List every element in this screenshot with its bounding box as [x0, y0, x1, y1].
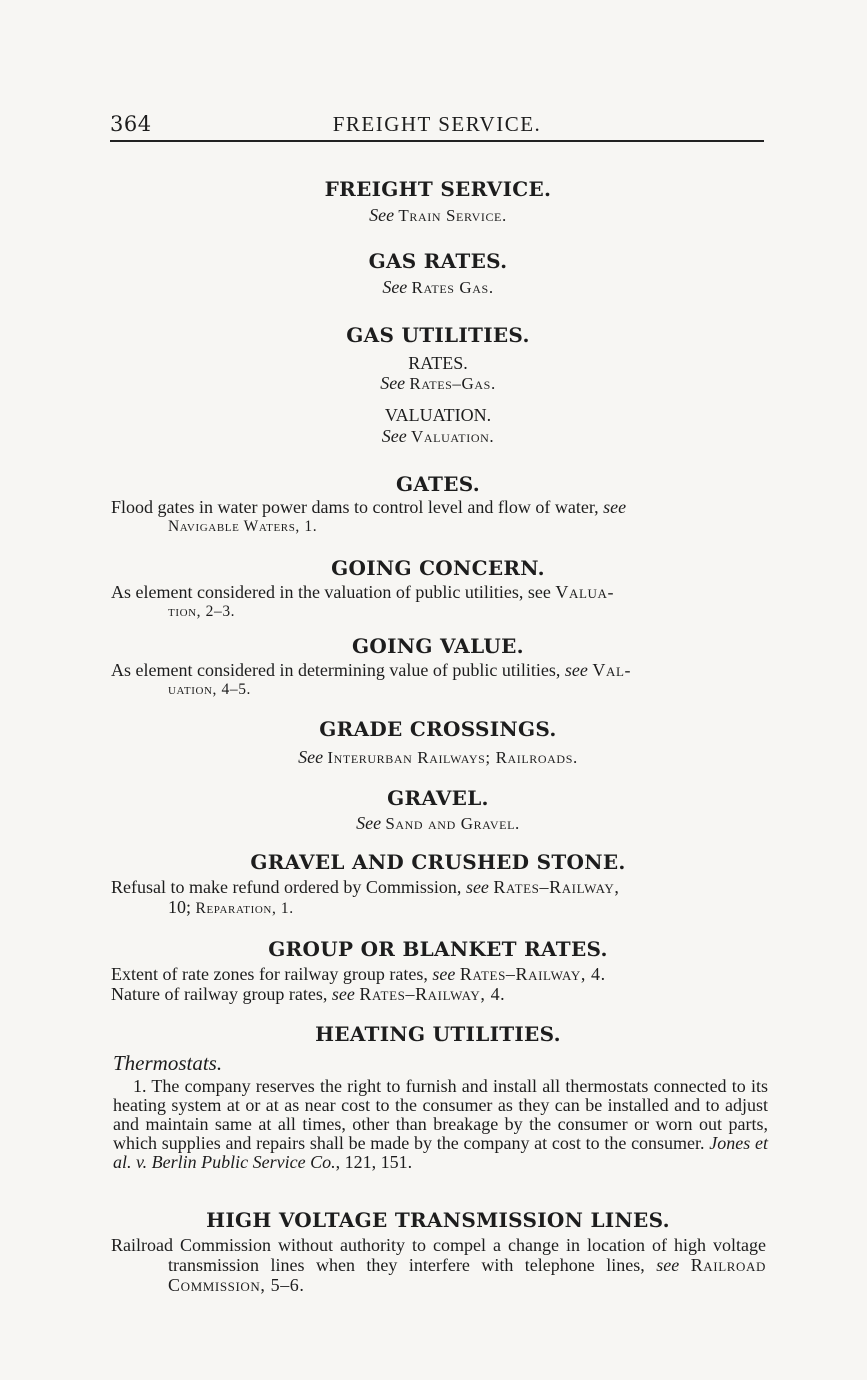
- see-reference: [110, 813, 766, 834]
- see-label: See: [356, 813, 382, 833]
- cross-reference: Railroad Commission, 5–6.: [168, 1255, 767, 1295]
- cross-reference: Train Service.: [398, 206, 507, 225]
- cross-reference: Rates–Railway, 4.: [359, 984, 506, 1004]
- heading-gates: GATES.: [395, 472, 481, 496]
- see-label: See: [381, 426, 407, 446]
- see-label: see: [331, 984, 355, 1004]
- running-title: FREIGHT SERVICE.: [332, 112, 542, 136]
- entry-text: Railroad Commission without authority to compel a change in location of high voltage transmission lines when they interfere with telephone lines,: [111, 1235, 766, 1275]
- see-label: see: [564, 660, 588, 680]
- heading-gas-utilities: GAS UTILITIES.: [346, 323, 530, 347]
- index-entry: [111, 877, 766, 919]
- entry-text: As element considered in the valuation of public utilities, see: [111, 582, 551, 602]
- see-label: see: [656, 1255, 680, 1275]
- entry-text: Nature of railway group rates,: [111, 984, 328, 1004]
- cross-reference: Valuation.: [411, 427, 495, 446]
- heading-gravel: GRAVEL.: [387, 786, 489, 810]
- cross-reference: Rates–Railway, 4.: [459, 964, 606, 984]
- cross-reference-continued: uation, 4–5.: [168, 681, 252, 698]
- entry-text: As element considered in determining value of public utilities,: [111, 660, 561, 680]
- heading-freight-service: FREIGHT SERVICE.: [324, 177, 552, 201]
- index-entry: [111, 984, 766, 1004]
- heading-gravel-crushed-stone: GRAVEL AND CRUSHED STONE.: [250, 850, 626, 874]
- citation-reference: , 121, 151.: [335, 1152, 413, 1172]
- see-label: See: [380, 373, 406, 393]
- see-reference: [110, 747, 766, 768]
- see-label: see: [603, 497, 627, 517]
- see-reference: [110, 426, 766, 447]
- see-label: see: [465, 877, 489, 897]
- see-reference: [110, 205, 766, 226]
- entry-text: Extent of rate zones for railway group rates,: [111, 964, 428, 984]
- cross-reference: Rates–Railway,: [493, 877, 620, 897]
- cross-reference: Rates Gas.: [411, 278, 494, 297]
- case-citation: Jones et al. v. Berlin Public Service Co.: [113, 1133, 768, 1172]
- cross-reference: Sand and Gravel.: [385, 814, 520, 833]
- heading-grade-crossings: GRADE CROSSINGS.: [319, 717, 557, 741]
- see-reference: [110, 373, 766, 394]
- index-entry: [111, 964, 766, 984]
- heading-gas-rates: GAS RATES.: [368, 249, 508, 273]
- heading-heating-utilities: HEATING UTILITIES.: [315, 1022, 561, 1046]
- cross-reference-continued: [111, 897, 766, 919]
- page-number: 364: [110, 112, 152, 136]
- see-reference: [110, 277, 766, 298]
- heading-group-blanket-rates: GROUP OR BLANKET RATES.: [268, 937, 608, 961]
- subheading-valuation: VALUATION.: [384, 405, 492, 425]
- ref-number: 10;: [168, 897, 192, 917]
- index-entry: [111, 582, 766, 622]
- index-entry: [111, 1235, 766, 1295]
- heading-going-value: GOING VALUE.: [352, 634, 524, 658]
- cross-reference: Valua-: [555, 582, 615, 602]
- subheading-thermostats: Thermostats.: [113, 1051, 223, 1075]
- index-entry: [111, 497, 766, 537]
- cross-reference: Rates–Gas.: [409, 374, 496, 393]
- entry-text: Refusal to make refund ordered by Commission,: [111, 877, 462, 897]
- cross-reference: Val-: [592, 660, 632, 680]
- paragraph-text: 1. The company reserves the right to furnish and install all thermostats connected to its heating system at or at as near cost to the consumer as they can be installed and to adjust and maintain same at all times, other than breakage by the consumer or worn out parts, which supplies and repairs shall be made by the company at cost to the consumer.: [113, 1076, 768, 1153]
- cross-reference-continued: tion, 2–3.: [168, 603, 236, 620]
- see-label: See: [382, 277, 408, 297]
- see-label: See: [298, 747, 324, 767]
- subheading-rates: RATES.: [408, 353, 468, 373]
- decision-paragraph: [113, 1077, 768, 1172]
- running-head: [110, 110, 764, 142]
- see-label: See: [369, 205, 395, 225]
- index-entry: [111, 660, 766, 700]
- cross-reference: Reparation, 1.: [195, 900, 294, 917]
- see-label: see: [432, 964, 456, 984]
- heading-high-voltage-lines: HIGH VOLTAGE TRANSMISSION LINES.: [206, 1208, 670, 1232]
- heading-going-concern: GOING CONCERN.: [331, 556, 545, 580]
- cross-reference: Navigable Waters, 1.: [168, 518, 318, 535]
- entry-text: Flood gates in water power dams to control level and flow of water,: [111, 497, 599, 517]
- cross-reference: Interurban Railways; Railroads.: [327, 748, 578, 767]
